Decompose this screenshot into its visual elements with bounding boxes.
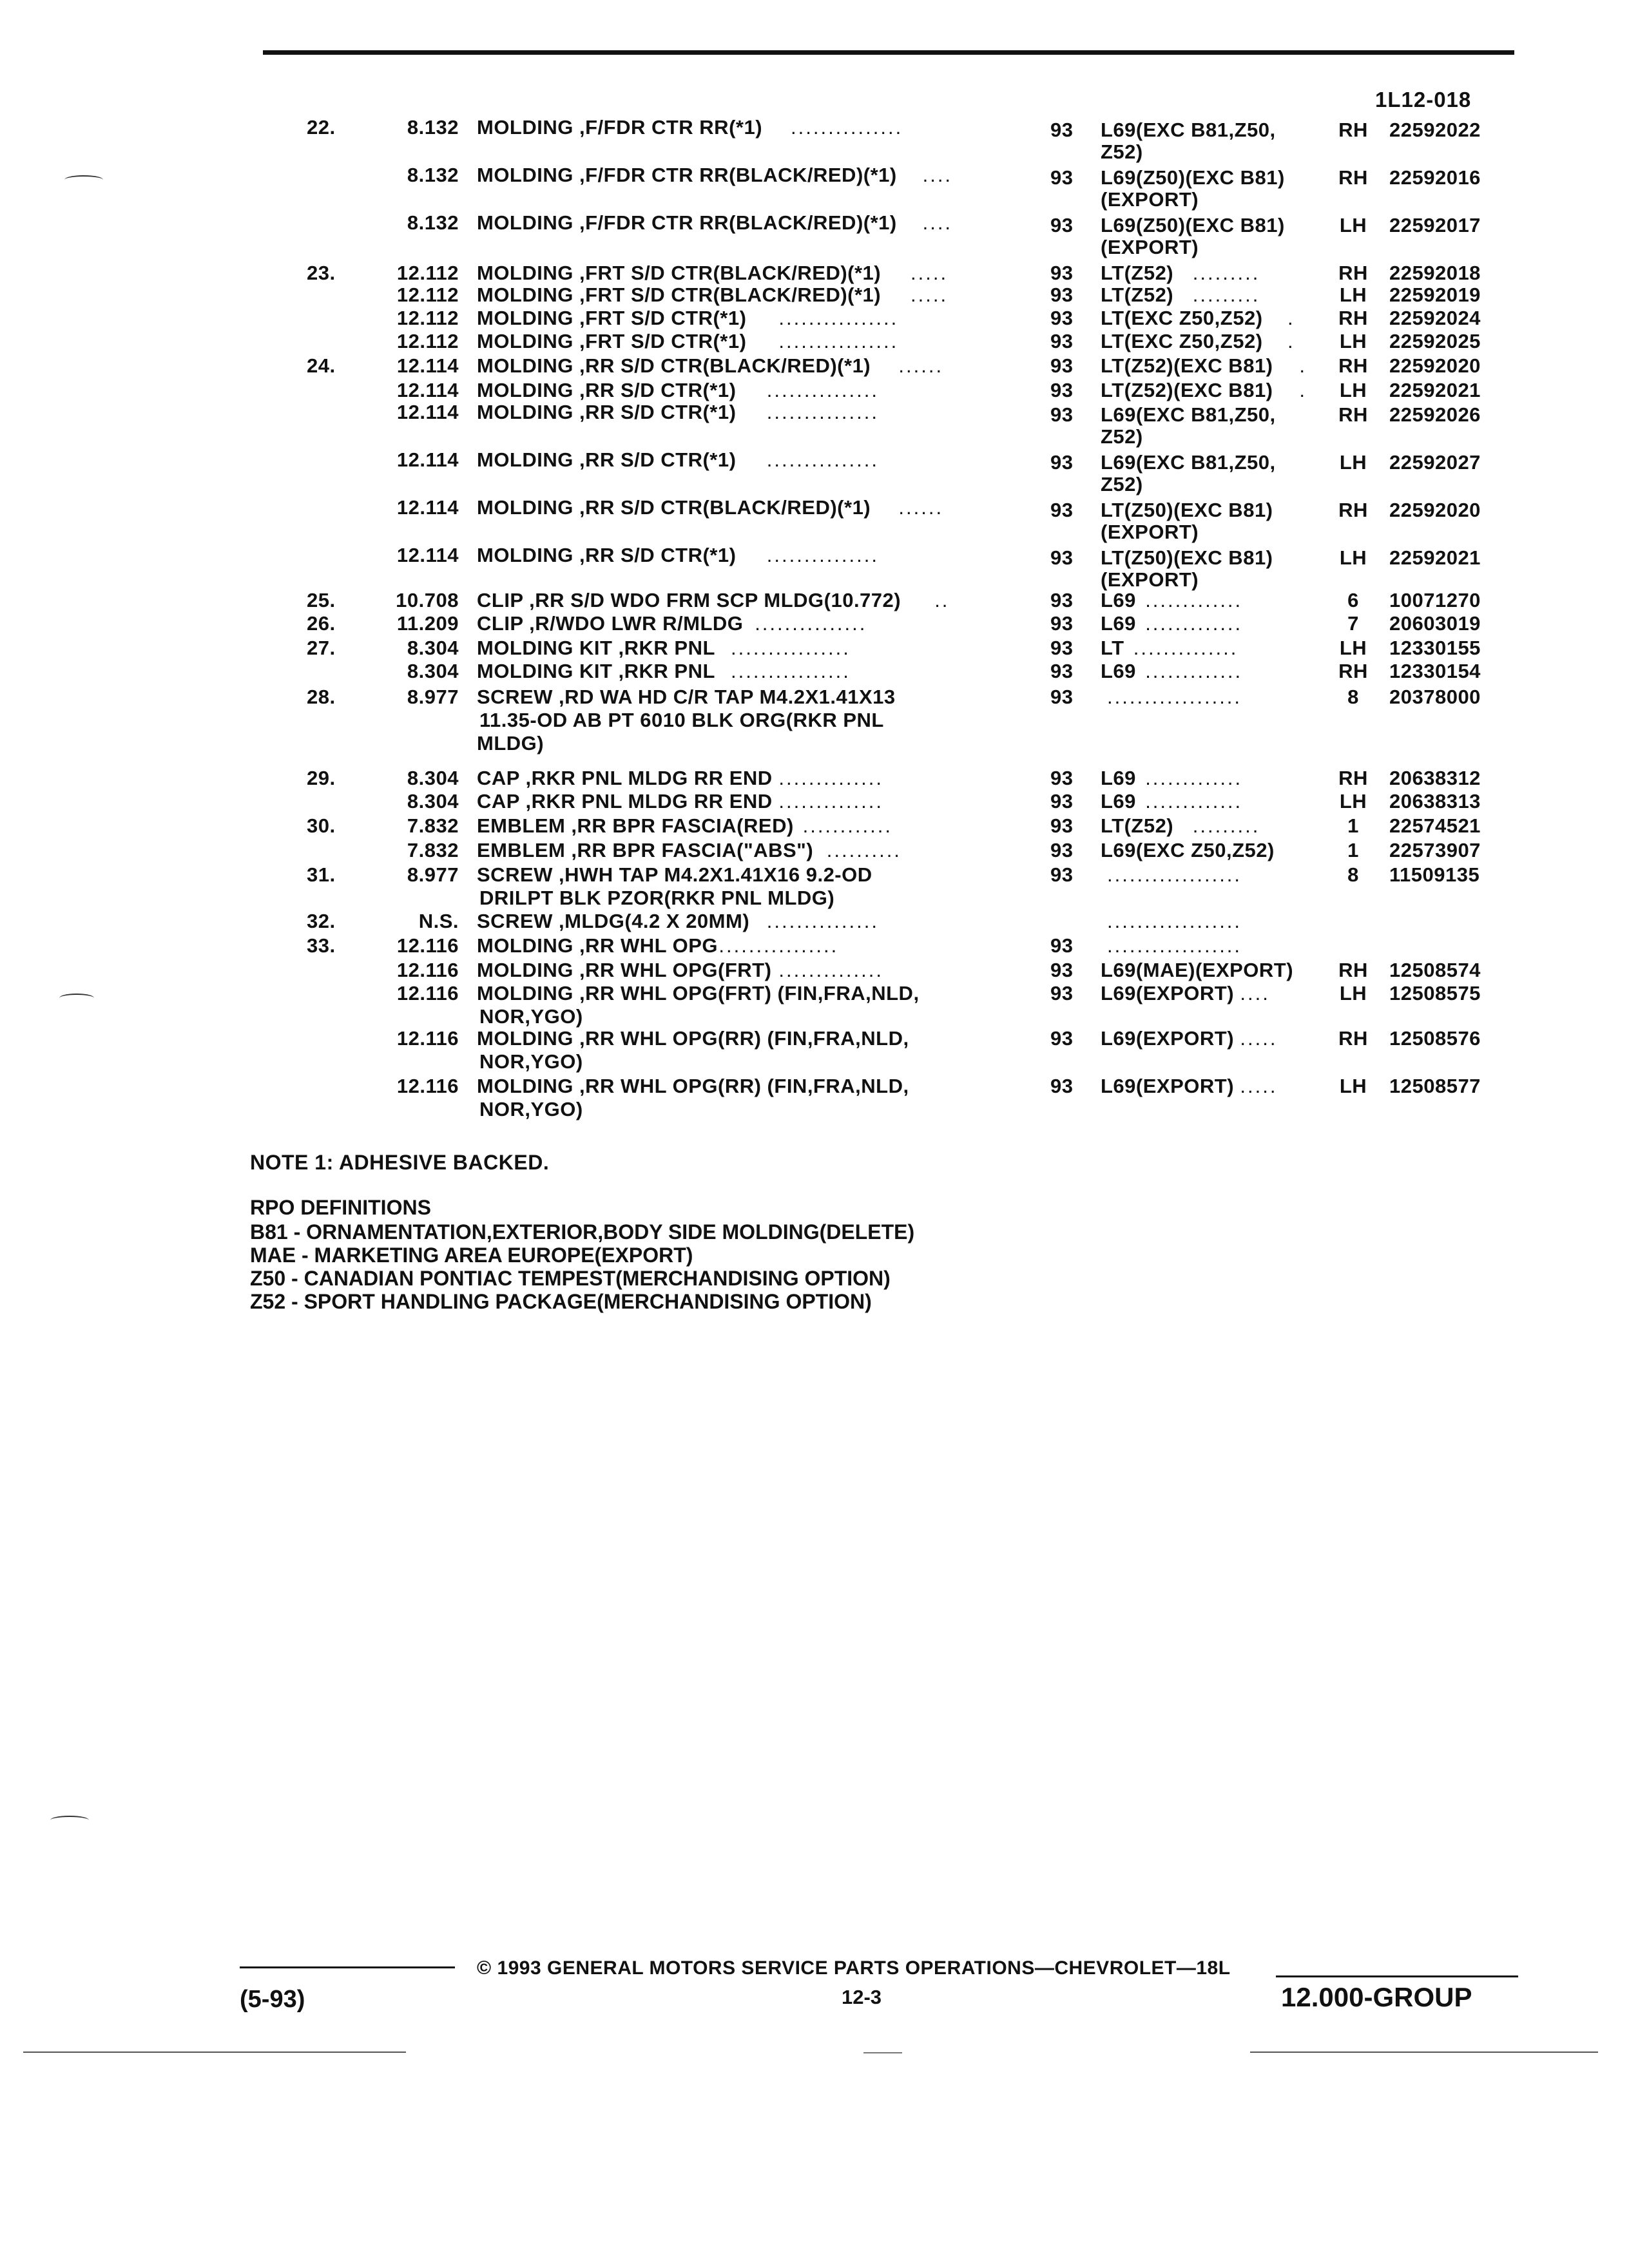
group-number: 8.304 (407, 660, 459, 682)
item-number: 28. (307, 686, 336, 708)
item-number: 31. (307, 863, 336, 886)
bottom-scan-line-left (23, 2052, 406, 2053)
model-usage: LT(Z50)(EXC B81) (1101, 546, 1273, 569)
part-description: MOLDING ,RR WHL OPG(RR) (FIN,FRA,NLD, (477, 1075, 909, 1097)
part-description-continued: NOR,YGO) (479, 1050, 583, 1073)
note-1: NOTE 1: ADHESIVE BACKED. (250, 1151, 550, 1174)
model-year-code: 93 (1050, 403, 1074, 426)
part-description: CAP ,RKR PNL MLDG RR END (477, 790, 773, 812)
leader-dots: ................ (731, 637, 851, 659)
part-description: CLIP ,R/WDO LWR R/MLDG (477, 612, 744, 635)
group-number: 12.114 (396, 448, 459, 471)
leader-dots: ......... (1192, 284, 1260, 306)
part-description: MOLDING KIT ,RKR PNL (477, 637, 715, 659)
model-usage-continued: (EXPORT) (1101, 188, 1199, 211)
item-number: 26. (307, 612, 336, 635)
leader-dots: .............. (778, 767, 883, 789)
rpo-definitions-title: RPO DEFINITIONS (250, 1196, 431, 1219)
part-number: 22592021 (1389, 546, 1481, 569)
model-usage: L69 (1101, 612, 1136, 635)
model-year-code: 93 (1050, 959, 1074, 981)
item-number: 30. (307, 814, 336, 837)
leader-dots: ............. (1145, 790, 1243, 812)
model-usage: L69 (1101, 767, 1136, 789)
part-number: 11509135 (1389, 863, 1480, 886)
margin-mark (59, 994, 94, 1003)
side-or-quantity: 7 (1347, 612, 1359, 635)
model-year-code: 93 (1050, 451, 1074, 474)
part-description: EMBLEM ,RR BPR FASCIA(RED) (477, 814, 794, 837)
leader-dots: .. (934, 589, 950, 611)
group-number: 12.116 (396, 1027, 459, 1050)
model-year-code: 93 (1050, 686, 1074, 708)
part-number: 12508576 (1389, 1027, 1481, 1050)
group-number: 7.832 (407, 814, 459, 837)
side-or-quantity: LH (1339, 330, 1367, 352)
leader-dots: ............... (766, 401, 879, 423)
model-year-code: 93 (1050, 379, 1074, 401)
model-year-code: 93 (1050, 166, 1074, 189)
part-number: 22592020 (1389, 499, 1481, 521)
group-number: 12.112 (396, 262, 459, 284)
model-year-code: 93 (1050, 1075, 1074, 1097)
part-number: 22592021 (1389, 379, 1481, 401)
model-usage: L69(EXC Z50,Z52) (1101, 839, 1275, 861)
side-or-quantity: RH (1338, 499, 1368, 521)
leader-dots: .................. (1107, 934, 1242, 957)
part-number: 20603019 (1389, 612, 1481, 635)
part-number: 22592019 (1389, 284, 1481, 306)
side-or-quantity: LH (1339, 214, 1367, 236)
part-number: 10071270 (1389, 589, 1481, 611)
leader-dots: .................. (1107, 686, 1242, 708)
leader-dots: ..... (1240, 1075, 1278, 1097)
leader-dots: .... (1240, 982, 1270, 1004)
part-number: 22592020 (1389, 354, 1481, 377)
leader-dots: ............... (766, 448, 879, 471)
part-description: EMBLEM ,RR BPR FASCIA("ABS") (477, 839, 814, 861)
item-number: 24. (307, 354, 336, 377)
model-usage: LT(Z52) (1101, 814, 1174, 837)
model-usage: L69(EXC B81,Z50, (1101, 451, 1276, 474)
model-usage: L69(EXPORT) (1101, 982, 1235, 1004)
side-or-quantity: 1 (1347, 814, 1359, 837)
side-or-quantity: RH (1338, 354, 1368, 377)
item-number: 32. (307, 910, 336, 932)
model-usage-continued: Z52) (1101, 140, 1143, 163)
rpo-definition: MAE - MARKETING AREA EUROPE(EXPORT) (250, 1244, 693, 1267)
group-number: 8.304 (407, 767, 459, 789)
leader-dots: ................ (778, 330, 899, 352)
model-usage: LT(Z52) (1101, 284, 1174, 306)
model-year-code: 93 (1050, 354, 1074, 377)
part-description-continued: DRILPT BLK PZOR(RKR PNL MLDG) (479, 887, 835, 909)
model-usage: L69 (1101, 660, 1136, 682)
part-number: 22592018 (1389, 262, 1481, 284)
model-usage: LT (1101, 637, 1124, 659)
side-or-quantity: RH (1338, 166, 1368, 189)
leader-dots: ...... (898, 496, 944, 519)
part-description: CLIP ,RR S/D WDO FRM SCP MLDG(10.772) (477, 589, 901, 611)
part-description: MOLDING KIT ,RKR PNL (477, 660, 715, 682)
side-or-quantity: 6 (1347, 589, 1359, 611)
footer-copyright: © 1993 GENERAL MOTORS SERVICE PARTS OPERATIONS—CHEVROLET—18L (477, 1957, 1231, 1979)
model-usage-continued: Z52) (1101, 425, 1143, 448)
part-description: MOLDING ,RR S/D CTR(*1) (477, 544, 737, 566)
model-usage: L69(Z50)(EXC B81) (1101, 214, 1285, 236)
side-or-quantity: LH (1339, 790, 1367, 812)
model-year-code: 93 (1050, 814, 1074, 837)
model-year-code: 93 (1050, 863, 1074, 886)
bottom-scan-line-right (1250, 2052, 1598, 2053)
model-year-code: 93 (1050, 499, 1074, 521)
model-year-code: 93 (1050, 982, 1074, 1004)
side-or-quantity: LH (1339, 379, 1367, 401)
part-number: 20638312 (1389, 767, 1481, 789)
leader-dots: ............... (766, 910, 879, 932)
leader-dots: ................ (718, 934, 839, 957)
model-usage-continued: Z52) (1101, 473, 1143, 495)
part-description: MOLDING ,RR S/D CTR(*1) (477, 379, 737, 401)
leader-dots: ............. (1145, 589, 1243, 611)
model-year-code: 93 (1050, 284, 1074, 306)
item-number: 33. (307, 934, 336, 957)
footer-rule-left (240, 1966, 455, 1968)
group-number: 12.114 (396, 496, 459, 519)
side-or-quantity: RH (1338, 660, 1368, 682)
group-number: 8.132 (407, 164, 459, 186)
leader-dots: ............... (766, 379, 879, 401)
model-year-code: 93 (1050, 637, 1074, 659)
side-or-quantity: LH (1339, 546, 1367, 569)
part-description: MOLDING ,RR S/D CTR(*1) (477, 401, 737, 423)
part-description: MOLDING ,RR S/D CTR(*1) (477, 448, 737, 471)
leader-dots: .......... (826, 839, 901, 861)
margin-mark (64, 175, 103, 184)
group-number: 12.112 (396, 330, 459, 352)
side-or-quantity: 8 (1347, 863, 1359, 886)
model-usage: L69 (1101, 589, 1136, 611)
part-number: 12508575 (1389, 982, 1481, 1004)
side-or-quantity: LH (1339, 451, 1367, 474)
group-number: 8.977 (407, 863, 459, 886)
model-usage-continued: (EXPORT) (1101, 568, 1199, 591)
leader-dots: ............... (766, 544, 879, 566)
group-number: 11.209 (396, 612, 459, 635)
leader-dots: ................ (778, 307, 899, 329)
leader-dots: .................. (1107, 910, 1242, 932)
leader-dots: .... (922, 211, 953, 234)
part-description: MOLDING ,RR WHL OPG(RR) (FIN,FRA,NLD, (477, 1027, 909, 1050)
model-year-code: 93 (1050, 839, 1074, 861)
group-number: 12.114 (396, 379, 459, 401)
side-or-quantity: LH (1339, 982, 1367, 1004)
model-usage: L69(EXPORT) (1101, 1075, 1235, 1097)
side-or-quantity: RH (1338, 307, 1368, 329)
part-description: SCREW ,RD WA HD C/R TAP M4.2X1.41X13 (477, 686, 896, 708)
part-number: 22592025 (1389, 330, 1481, 352)
leader-dots: ............... (791, 116, 903, 139)
part-description: MOLDING ,RR S/D CTR(BLACK/RED)(*1) (477, 354, 871, 377)
margin-mark (50, 1816, 89, 1825)
part-number: 22592017 (1389, 214, 1481, 236)
part-number: 20638313 (1389, 790, 1481, 812)
side-or-quantity: 8 (1347, 686, 1359, 708)
leader-dots: ..... (911, 262, 949, 284)
footer-rule-right (1276, 1975, 1518, 1977)
group-number: N.S. (418, 910, 459, 932)
rpo-definition: Z52 - SPORT HANDLING PACKAGE(MERCHANDISING OPTION) (250, 1290, 872, 1313)
part-number: 22592016 (1389, 166, 1481, 189)
model-usage: L69(EXPORT) (1101, 1027, 1235, 1050)
model-usage: L69 (1101, 790, 1136, 812)
part-description-continued: MLDG) (477, 732, 545, 754)
group-number: 12.112 (396, 307, 459, 329)
group-number: 12.116 (396, 1075, 459, 1097)
model-usage: LT(EXC Z50,Z52) (1101, 307, 1263, 329)
model-usage-continued: (EXPORT) (1101, 236, 1199, 258)
leader-dots: ............... (755, 612, 867, 635)
model-year-code: 93 (1050, 790, 1074, 812)
leader-dots: .... (922, 164, 953, 186)
model-year-code: 93 (1050, 589, 1074, 611)
leader-dots: ......... (1192, 814, 1260, 837)
model-year-code: 93 (1050, 612, 1074, 635)
page-number: 12-3 (842, 1986, 882, 2008)
group-number: 8.304 (407, 637, 459, 659)
model-year-code: 93 (1050, 307, 1074, 329)
leader-dots: .............. (1133, 637, 1239, 659)
part-number: 12508577 (1389, 1075, 1481, 1097)
part-description: CAP ,RKR PNL MLDG RR END (477, 767, 773, 789)
model-year-code: 93 (1050, 660, 1074, 682)
part-description: MOLDING ,FRT S/D CTR(*1) (477, 330, 747, 352)
side-or-quantity: 1 (1347, 839, 1359, 861)
leader-dots: .............. (778, 959, 883, 981)
side-or-quantity: RH (1338, 403, 1368, 426)
group-number: 10.708 (396, 589, 459, 611)
model-usage: LT(Z52) (1101, 262, 1174, 284)
side-or-quantity: RH (1338, 959, 1368, 981)
part-number: 22592022 (1389, 119, 1481, 141)
part-number: 22592024 (1389, 307, 1481, 329)
group-number: 12.116 (396, 959, 459, 981)
part-number: 12330154 (1389, 660, 1481, 682)
model-year-code: 93 (1050, 934, 1074, 957)
part-description: MOLDING ,RR WHL OPG(FRT) (FIN,FRA,NLD, (477, 982, 920, 1004)
part-number: 22573907 (1389, 839, 1481, 861)
group-number: 8.132 (407, 211, 459, 234)
side-or-quantity: LH (1339, 637, 1367, 659)
leader-dots: . (1287, 330, 1295, 352)
bottom-scan-line-mid (863, 2052, 902, 2053)
model-usage: LT(Z52)(EXC B81) (1101, 354, 1273, 377)
item-number: 22. (307, 116, 336, 139)
leader-dots: .............. (778, 790, 883, 812)
part-description: SCREW ,MLDG(4.2 X 20MM) (477, 910, 750, 932)
model-year-code: 93 (1050, 1027, 1074, 1050)
group-number: 12.112 (396, 284, 459, 306)
leader-dots: .................. (1107, 863, 1242, 886)
part-number: 20378000 (1389, 686, 1481, 708)
side-or-quantity: RH (1338, 262, 1368, 284)
group-label: 12.000-GROUP (1281, 1982, 1472, 2012)
leader-dots: ..... (911, 284, 949, 306)
footer-date: (5-93) (240, 1986, 305, 2013)
group-number: 12.116 (396, 982, 459, 1004)
model-usage: L69(Z50)(EXC B81) (1101, 166, 1285, 189)
part-description-continued: 11.35-OD AB PT 6010 BLK ORG(RKR PNL (479, 709, 884, 731)
model-usage: LT(EXC Z50,Z52) (1101, 330, 1263, 352)
part-description-continued: NOR,YGO) (479, 1005, 583, 1028)
model-usage: LT(Z50)(EXC B81) (1101, 499, 1273, 521)
leader-dots: ......... (1192, 262, 1260, 284)
leader-dots: . (1287, 307, 1295, 329)
item-number: 29. (307, 767, 336, 789)
item-number: 25. (307, 589, 336, 611)
model-usage: L69(MAE)(EXPORT) (1101, 959, 1294, 981)
part-number: 22592027 (1389, 451, 1481, 474)
group-number: 7.832 (407, 839, 459, 861)
model-usage: LT(Z52)(EXC B81) (1101, 379, 1273, 401)
part-description: MOLDING ,RR WHL OPG (477, 934, 718, 957)
rpo-definition: Z50 - CANADIAN PONTIAC TEMPEST(MERCHANDISING OPTION) (250, 1267, 891, 1290)
group-number: 12.114 (396, 401, 459, 423)
model-year-code: 93 (1050, 767, 1074, 789)
side-or-quantity: LH (1339, 1075, 1367, 1097)
part-description: MOLDING ,F/FDR CTR RR(*1) (477, 116, 763, 139)
side-or-quantity: RH (1338, 767, 1368, 789)
model-year-code: 93 (1050, 330, 1074, 352)
leader-dots: ...... (898, 354, 944, 377)
part-number: 22592026 (1389, 403, 1481, 426)
model-year-code: 93 (1050, 546, 1074, 569)
leader-dots: . (1299, 379, 1307, 401)
group-number: 8.977 (407, 686, 459, 708)
model-year-code: 93 (1050, 119, 1074, 141)
leader-dots: ............ (802, 814, 892, 837)
document-code: 1L12-018 (1375, 88, 1472, 111)
model-usage-continued: (EXPORT) (1101, 521, 1199, 543)
group-number: 8.132 (407, 116, 459, 139)
part-description-continued: NOR,YGO) (479, 1098, 583, 1120)
model-usage: L69(EXC B81,Z50, (1101, 403, 1276, 426)
side-or-quantity: RH (1338, 119, 1368, 141)
part-number: 12508574 (1389, 959, 1481, 981)
group-number: 12.114 (396, 354, 459, 377)
item-number: 23. (307, 262, 336, 284)
part-description: MOLDING ,RR WHL OPG(FRT) (477, 959, 772, 981)
part-number: 22574521 (1389, 814, 1481, 837)
leader-dots: ..... (1240, 1027, 1278, 1050)
part-description: SCREW ,HWH TAP M4.2X1.41X16 9.2-OD (477, 863, 872, 886)
model-year-code: 93 (1050, 262, 1074, 284)
leader-dots: ............. (1145, 660, 1243, 682)
part-description: MOLDING ,FRT S/D CTR(*1) (477, 307, 747, 329)
rpo-definition: B81 - ORNAMENTATION,EXTERIOR,BODY SIDE MOLDING(DELETE) (250, 1220, 915, 1244)
leader-dots: ................ (731, 660, 851, 682)
part-description: MOLDING ,F/FDR CTR RR(BLACK/RED)(*1) (477, 164, 897, 186)
part-description: MOLDING ,FRT S/D CTR(BLACK/RED)(*1) (477, 284, 882, 306)
part-description: MOLDING ,F/FDR CTR RR(BLACK/RED)(*1) (477, 211, 897, 234)
group-number: 12.114 (396, 544, 459, 566)
part-description: MOLDING ,FRT S/D CTR(BLACK/RED)(*1) (477, 262, 882, 284)
side-or-quantity: RH (1338, 1027, 1368, 1050)
leader-dots: . (1299, 354, 1307, 377)
item-number: 27. (307, 637, 336, 659)
group-number: 8.304 (407, 790, 459, 812)
model-year-code: 93 (1050, 214, 1074, 236)
part-description: MOLDING ,RR S/D CTR(BLACK/RED)(*1) (477, 496, 871, 519)
side-or-quantity: LH (1339, 284, 1367, 306)
leader-dots: ............. (1145, 612, 1243, 635)
leader-dots: ............. (1145, 767, 1243, 789)
part-number: 12330155 (1389, 637, 1481, 659)
model-usage: L69(EXC B81,Z50, (1101, 119, 1276, 141)
group-number: 12.116 (396, 934, 459, 957)
